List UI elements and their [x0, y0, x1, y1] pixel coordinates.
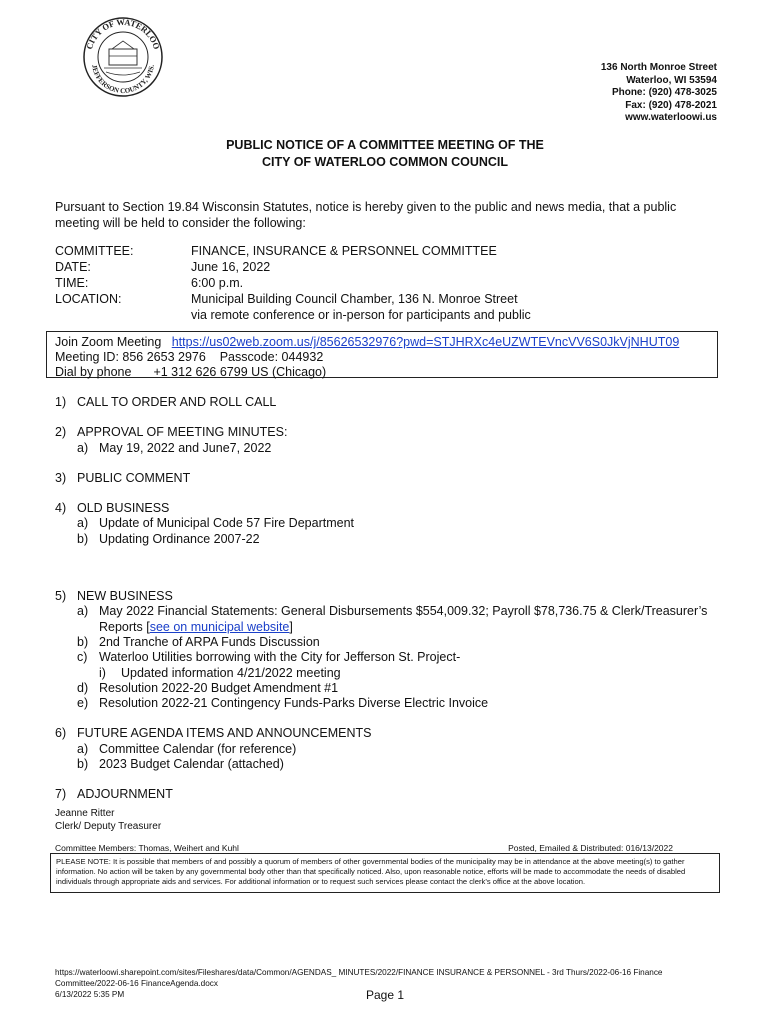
sub-letter: e) [77, 696, 89, 711]
date-value: June 16, 2022 [191, 260, 271, 274]
sub-text: Resolution 2022-21 Contingency Funds-Parks Diverse Electric Invoice [99, 696, 489, 711]
seal-text-bottom: JEFFERSON COUNTY, WIS. [90, 64, 156, 96]
item-number: 6) [55, 726, 67, 741]
sub-text: Updating Ordinance 2007-22 [99, 531, 260, 546]
sub-item [77, 742, 720, 757]
sub-item [77, 516, 720, 531]
item-text: OLD BUSINESS [77, 501, 170, 516]
seal-text-top: CITY OF WATERLOO [84, 16, 162, 51]
contact-block [601, 62, 717, 125]
location-value-2: via remote conference or in-person for participants and public [191, 308, 531, 322]
phone-line: Phone: (920) 478-3025 [611, 87, 717, 98]
time-label: TIME: [55, 276, 89, 290]
notice-title [0, 137, 770, 171]
signer-name: Jeanne Ritter [55, 808, 115, 819]
zoom-dial-label: Dial by phone [55, 365, 132, 379]
zoom-join-link[interactable]: https://us02web.zoom.us/j/85626532976?pwd=STJHRXc4eUZWTEVncVV6S0JkVjNHUT09 [171, 335, 680, 349]
sub-item [77, 635, 720, 650]
sub-letter: a) [77, 516, 89, 531]
zoom-join-label: Join Zoom Meeting [55, 335, 162, 349]
agenda-item-4 [55, 501, 720, 547]
time-value: 6:00 p.m. [191, 276, 244, 290]
sub-item [77, 757, 720, 772]
agenda-item-7 [55, 787, 720, 802]
sub-text: Updated information 4/21/2022 meeting [121, 665, 341, 680]
signer-role: Clerk/ Deputy Treasurer [55, 820, 162, 832]
file-path-line-2: Committee/2022-06-16 FinanceAgenda.docx [55, 979, 218, 988]
item-text: NEW BUSINESS [77, 589, 173, 604]
location-label: LOCATION: [55, 292, 122, 306]
sub-letter: a) [77, 440, 89, 455]
location-value: Municipal Building Council Chamber, 136 N. Monroe Street [191, 292, 518, 306]
agenda-item-1 [55, 395, 720, 410]
agenda-list [55, 395, 720, 803]
fax-line: Fax: (920) 478-2021 [625, 99, 717, 111]
sub-letter: b) [77, 531, 89, 546]
title-line-1: PUBLIC NOTICE OF A COMMITTEE MEETING OF THE [226, 138, 544, 152]
committee-members: Committee Members: Thomas, Weihert and Kuhl [55, 843, 239, 853]
item-number: 7) [55, 787, 67, 802]
agenda-item-5 [55, 589, 720, 711]
item-number: 5) [55, 589, 67, 604]
please-note-box: PLEASE NOTE: It is possible that members of and possibly a quorum of members of other governmental bodies of the municipality may be in attendance at the above meeting(s) to gather information. No action will be taken by any governmental body other than that specifically noticed. Also, upon reasonable notice, efforts will be made to accommodate the needs of disabled individuals through appropriate aids and services. For additional information or to request such services please contact the clerk’s office at the above location. [50, 853, 720, 893]
item-text: ADJOURNMENT [77, 787, 173, 802]
sub-item [77, 696, 720, 711]
date-label: DATE: [55, 260, 91, 274]
posted-date: Posted, Emailed & Distributed: 016/13/2022 [508, 843, 673, 853]
sub-letter: c) [77, 650, 88, 665]
committee-value: FINANCE, INSURANCE & PERSONNEL COMMITTEE [191, 244, 497, 258]
zoom-meeting-id: Meeting ID: 856 2653 2976 [55, 350, 206, 364]
item-number: 3) [55, 470, 67, 485]
sub-sub-item [99, 666, 720, 681]
sub-text: Committee Calendar (for reference) [99, 741, 297, 756]
item-text: CALL TO ORDER AND ROLL CALL [77, 395, 277, 409]
agenda-item-3 [55, 471, 720, 486]
sub-item [77, 441, 720, 456]
intro-paragraph: Pursuant to Section 19.84 Wisconsin Statutes, notice is hereby given to the public and news media, that a public meeting will be held to consider the following: [55, 200, 677, 230]
sub-item [77, 650, 720, 681]
item-number: 1) [55, 395, 67, 409]
sub-letter: d) [77, 680, 89, 695]
title-line-2: CITY OF WATERLOO COMMON COUNCIL [261, 155, 509, 169]
sub-letter: a) [77, 741, 89, 756]
item-number: 2) [55, 425, 67, 440]
sub-text: May 2022 Financial Statements: General Disbursements $554,009.32; Payroll $78,736.75 & Clerk/Treasurer’s Reports [ [99, 604, 708, 634]
city-line: Waterloo, WI 53594 [626, 74, 717, 86]
sub-text: Waterloo Utilities borrowing with the City for Jefferson St. Project- [99, 650, 461, 665]
sub-text: Resolution 2022-20 Budget Amendment #1 [99, 680, 339, 695]
sub-item [77, 532, 720, 547]
sub-text: 2nd Tranche of ARPA Funds Discussion [99, 634, 320, 649]
address-line: 136 North Monroe Street [600, 62, 717, 73]
sub-text: Update of Municipal Code 57 Fire Department [99, 516, 354, 531]
sub-roman: i) [99, 665, 106, 680]
sub-item [77, 681, 720, 696]
sub-letter: b) [77, 757, 89, 772]
item-text: APPROVAL OF MEETING MINUTES: [77, 425, 288, 440]
item-text: FUTURE AGENDA ITEMS AND ANNOUNCEMENTS [77, 726, 372, 741]
sub-letter: b) [77, 634, 89, 649]
municipal-website-link[interactable]: see on municipal website [149, 619, 290, 634]
zoom-passcode: Passcode: 044932 [219, 350, 324, 364]
zoom-box [46, 331, 718, 378]
sub-text: 2023 Budget Calendar (attached) [99, 757, 284, 772]
agenda-item-2 [55, 425, 720, 456]
committee-label: COMMITTEE: [55, 244, 134, 258]
file-path-line-1: https://waterloowi.sharepoint.com/sites/Fileshares/data/Common/AGENDAS_ MINUTES/2022/FINANCE INSURANCE & PERSONNEL - 3rd Thurs/2022-06-16 Finance [55, 968, 663, 977]
meeting-details [55, 243, 531, 323]
signature-block [55, 808, 161, 833]
page-number: Page 1 [365, 988, 405, 1002]
sub-letter: a) [77, 604, 89, 619]
website-line: www.waterloowi.us [625, 112, 717, 123]
sub-item [77, 604, 720, 635]
item-text: PUBLIC COMMENT [77, 470, 191, 485]
bracket-close: ] [289, 619, 293, 634]
city-seal [82, 16, 164, 98]
zoom-dial-number: +1 312 626 6799 US (Chicago) [153, 365, 327, 379]
item-number: 4) [55, 501, 67, 516]
sub-text: May 19, 2022 and June7, 2022 [99, 440, 272, 455]
print-timestamp: 6/13/2022 5:35 PM [55, 990, 125, 999]
agenda-item-6 [55, 726, 720, 772]
